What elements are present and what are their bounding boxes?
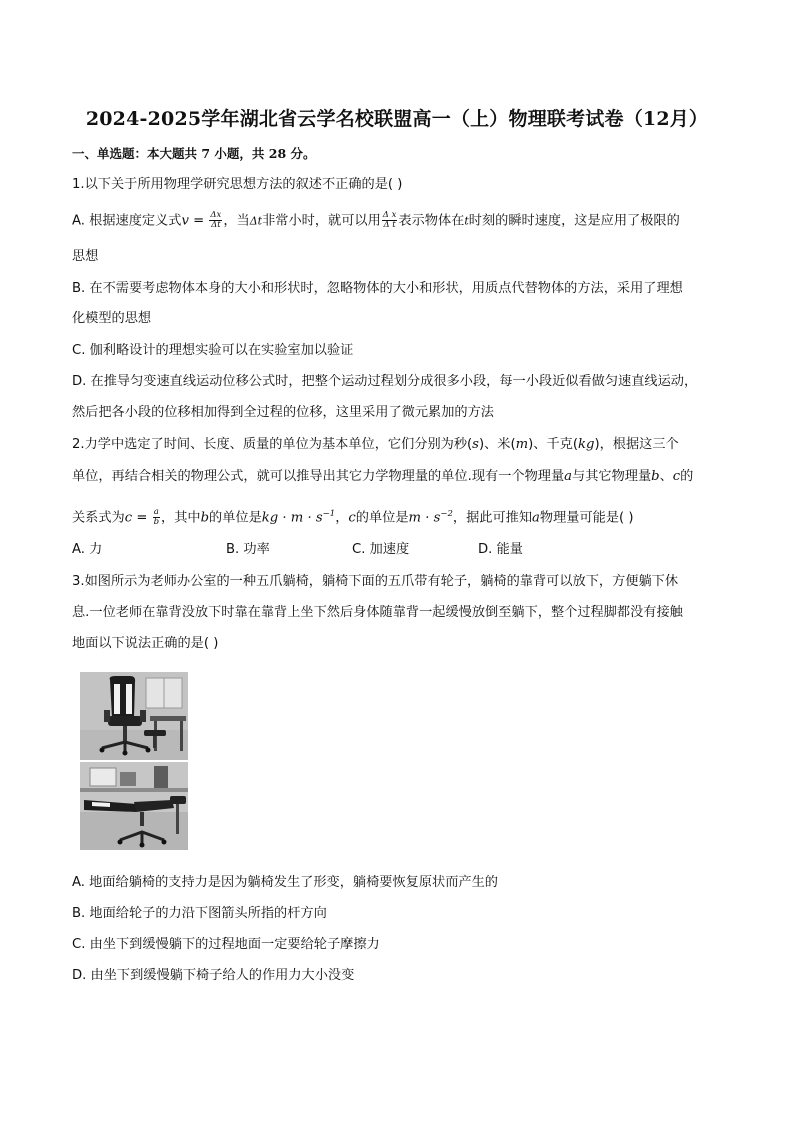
q2-options-row — [72, 541, 632, 559]
q1-velocity-fraction: $\frac{\Delta x}{\Delta t}$ — [210, 210, 222, 230]
q1-option-b: B. 在不需要考虑物体本身的大小和形状时，忽略物体的大小和形状，用质点代替物体的方法，采用了理想 — [72, 281, 683, 296]
q3-stem-line2: 息.一位老师在靠背没放下时靠在靠背上坐下然后身体随靠背一起缓慢放倒至躺下，整个过程脚都没有接触 — [72, 605, 683, 620]
reclining-chair-photo — [80, 672, 188, 850]
q1-stem: 1.以下关于所用物理学研究思想方法的叙述不正确的是( ) — [72, 177, 403, 192]
q3-stem-line3: 地面以下说法正确的是( ) — [72, 636, 219, 651]
q3-option-a: A. 地面给躺椅的支持力是因为躺椅发生了形变，躺椅要恢复原状而产生的 — [72, 875, 498, 890]
q2-stem-line3: 关系式为c = $\frac{a}{b}$ ，其中b的单位是kg · $m \cdot s^{-1}$，c的单位是$m \cdot s^{-2}$，据此可推知a物理量可能是( ) — [72, 506, 634, 527]
q3-option-b: B. 地面给轮子的力沿下图箭头所指的杆方向 — [72, 906, 327, 921]
q3-option-d: D. 由坐下到缓慢躺下椅子给人的作用力大小没变 — [72, 968, 355, 983]
q3-stem-line1: 3.如图所示为老师办公室的一种五爪躺椅，躺椅下面的五爪带有轮子，躺椅的靠背可以放下，方便躺下休 — [72, 574, 679, 589]
q2-option-d: D. 能量 — [478, 542, 523, 557]
q2-option-a: A. 力 — [72, 542, 103, 557]
q1-option-a-cont: 思想 — [72, 249, 99, 264]
q1-option-d: D. 在推导匀变速直线运动位移公式时，把整个运动过程划分成很多小段，每一小段近似看做匀速直线运动， — [72, 374, 698, 389]
q2-stem-line1: 2.力学中选定了时间、长度、质量的单位为基本单位，它们分别为秒(s)、米(m)、千克(kg)，根据这三个 — [72, 437, 679, 452]
q1-ratio-fraction: $\frac{\text{Δ x}}{\text{Δ t}}$ — [382, 210, 397, 230]
q2-option-b: B. 功率 — [226, 542, 270, 557]
q1-option-d-cont: 然后把各小段的位移相加得到全过程的位移，这里采用了微元累加的方法 — [72, 405, 494, 420]
q2-option-c: C. 加速度 — [352, 542, 410, 557]
q3-option-c: C. 由坐下到缓慢躺下的过程地面一定要给轮子摩擦力 — [72, 937, 380, 952]
q1-option-c: C. 伽利略设计的理想实验可以在实验室加以验证 — [72, 343, 354, 358]
section-heading: 一、单选题：本大题共 7 小题，共 28 分。 — [72, 146, 316, 161]
exam-title: 2024-2025学年湖北省云学名校联盟高一（上）物理联考试卷（12月） — [85, 108, 709, 130]
q1-option-b-cont: 化模型的思想 — [72, 311, 152, 326]
q2-formula-fraction: $\frac{a}{b}$ — [153, 506, 160, 527]
reclining-chair-figure — [80, 672, 188, 850]
q2-stem-line2: 单位，再结合相关的物理公式，就可以推导出其它力学物理量的单位.现有一个物理量a与其它物理量b、c的 — [72, 469, 694, 484]
q1-option-a: A. 根据速度定义式v = $\frac{\Delta x}{\Delta t}$ ，当Δt非常小时，就可以用 $\frac{\text{Δ x}}{\text{Δ t}}$ 表示物体在t时刻的瞬时速度，这是应用了极限的 — [72, 210, 680, 230]
